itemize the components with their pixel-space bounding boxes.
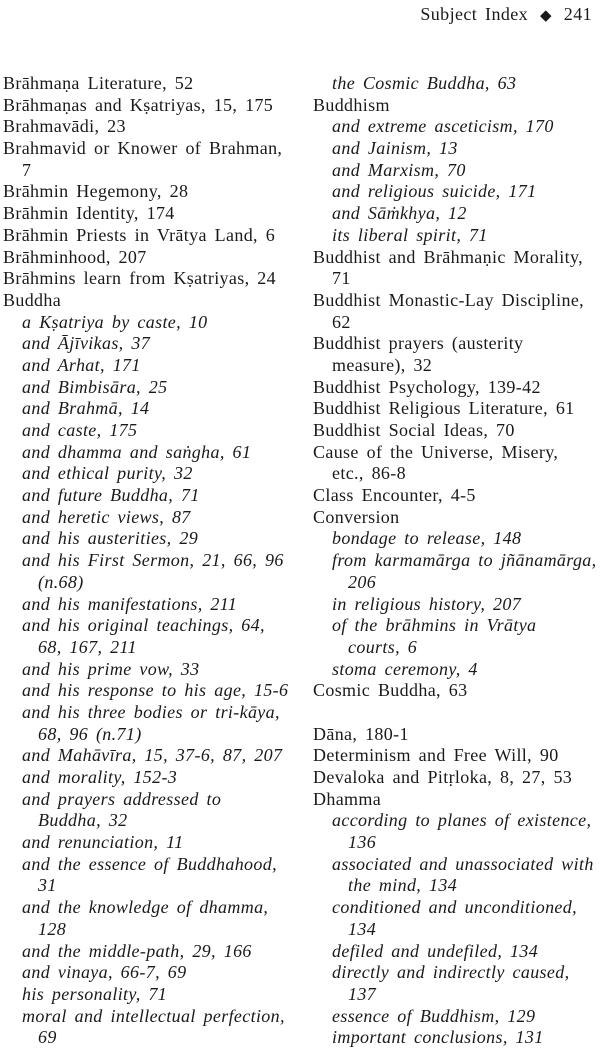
index-subentry-continuation: 68, 96 (n.71) — [38, 723, 142, 744]
index-subentry-continuation: the mind, 134 — [348, 875, 458, 896]
index-subentry: and prayers addressed to — [22, 788, 222, 809]
index-subentry: and Jainism, 13 — [332, 138, 458, 159]
index-subentry: its liberal spirit, 71 — [332, 224, 488, 245]
index-subentry: of the brāhmins in Vrātya — [332, 615, 537, 636]
index-subentry: the Cosmic Buddha, 63 — [332, 73, 517, 93]
index-subentry-continuation: 31 — [38, 875, 57, 896]
index-subentry: and the knowledge of dhamma, — [22, 897, 269, 918]
index-subentry: moral and intellectual perfection, — [22, 1005, 285, 1026]
index-subentry-continuation: 136 — [348, 832, 377, 853]
diamond-icon: ◆ — [539, 8, 552, 24]
running-header — [420, 4, 592, 25]
index-subentry: his personality, 71 — [22, 983, 168, 1004]
index-subentry: and his First Sermon, 21, 66, 96 — [22, 550, 284, 571]
index-subentry: and his prime vow, 33 — [22, 658, 200, 679]
index-column-left — [3, 73, 299, 1049]
index-subentry: and caste, 175 — [22, 420, 138, 440]
index-subentry: and renunciation, 11 — [22, 832, 184, 853]
index-subentry: essence of Buddhism, 129 — [332, 1005, 536, 1026]
index-entry: Dhamma — [313, 788, 382, 809]
index-subentry: and Mahāvīra, 15, 37-6, 87, 207 — [22, 745, 283, 766]
index-subentry-continuation: courts, 6 — [348, 636, 418, 657]
index-subentry: and Sāṁkhya, 12 — [332, 203, 467, 224]
index-subentry: and heretic views, 87 — [22, 506, 191, 527]
index-subentry-continuation: (n.68) — [38, 571, 84, 592]
index-subentry: and Ājīvikas, 37 — [22, 333, 151, 354]
index-subentry: conditioned and unconditioned, — [332, 897, 577, 918]
index-subentry: and his austerities, 29 — [22, 528, 199, 549]
index-subentry: and the middle-path, 29, 166 — [22, 940, 252, 961]
index-entry: Brāhmaṇas and Kṣatriyas, 15, 175 — [3, 94, 274, 115]
index-entry-continuation: etc., 86-8 — [332, 463, 406, 484]
index-subentry: bondage to release, 148 — [332, 528, 522, 549]
page-number: 241 — [563, 4, 592, 24]
index-subentry: and morality, 152-3 — [22, 767, 178, 787]
index-entry: Buddha — [3, 289, 62, 310]
index-entry: Buddhist Psychology, 139-42 — [313, 376, 541, 397]
index-entry: Buddhism — [313, 94, 390, 115]
index-subentry: defiled and undefiled, 134 — [332, 940, 539, 961]
index-subentry: and religious suicide, 171 — [332, 181, 537, 202]
index-entry-continuation: measure), 32 — [332, 354, 433, 375]
index-subentry: directly and indirectly caused, — [332, 962, 570, 983]
index-subentry: and Bimbisāra, 25 — [22, 376, 168, 397]
index-subentry: and his manifestations, 211 — [22, 593, 238, 614]
index-entry: Brāhminhood, 207 — [3, 246, 147, 267]
index-entry: Determinism and Free Will, 90 — [313, 745, 559, 766]
index-entry: Brāhmin Identity, 174 — [3, 203, 175, 224]
index-entry: Buddhist Religious Literature, 61 — [313, 398, 575, 419]
index-subentry: stoma ceremony, 4 — [332, 658, 478, 679]
index-subentry: important conclusions, 131 — [332, 1027, 544, 1048]
index-entry: Buddhist Social Ideas, 70 — [313, 420, 515, 440]
index-subentry-continuation: 69 — [38, 1027, 57, 1048]
index-entry: Brahmavid or Knower of Brahman, — [3, 138, 283, 159]
index-entry: Brāhmaṇa Literature, 52 — [3, 73, 194, 93]
index-subentry: and future Buddha, 71 — [22, 485, 200, 506]
index-subentry: a Kṣatriya by caste, 10 — [22, 311, 208, 332]
index-entry: Buddhist and Brāhmaṇic Morality, — [313, 246, 583, 267]
index-subentry-continuation: Buddha, 32 — [38, 810, 128, 831]
index-entry-continuation: 62 — [332, 311, 351, 332]
index-subentry: and Brahmā, 14 — [22, 398, 150, 419]
index-column-right — [313, 73, 600, 1049]
index-entry-continuation: 7 — [22, 159, 32, 180]
index-entry: Brāhmin Hegemony, 28 — [3, 181, 189, 202]
index-subentry: according to planes of existence, — [332, 810, 592, 831]
index-entry: Devaloka and Pitṛloka, 8, 27, 53 — [313, 767, 573, 787]
index-entry: Brahmavādi, 23 — [3, 116, 126, 137]
index-entry — [313, 702, 600, 724]
index-subentry: and vinaya, 66-7, 69 — [22, 962, 187, 983]
index-entry: Dāna, 180-1 — [313, 723, 409, 744]
index-subentry: and his response to his age, 15-6 — [22, 680, 289, 701]
index-entry: Cosmic Buddha, 63 — [313, 680, 468, 701]
index-entry: Buddhist prayers (austerity — [313, 333, 524, 354]
index-subentry: and Arhat, 171 — [22, 354, 141, 375]
index-subentry: and his original teachings, 64, — [22, 615, 265, 636]
index-entry-continuation: 71 — [332, 268, 351, 289]
index-entry: Cause of the Universe, Misery, — [313, 441, 559, 462]
index-subentry: associated and unassociated with — [332, 853, 594, 874]
index-subentry: and extreme asceticism, 170 — [332, 116, 554, 137]
index-entry: Buddhist Monastic-Lay Discipline, — [313, 289, 585, 310]
index-entry: Conversion — [313, 506, 400, 527]
section-title: Subject Index — [420, 4, 529, 24]
index-subentry-continuation: 128 — [38, 918, 67, 939]
index-subentry: and his three bodies or tri-kāya, — [22, 701, 280, 722]
index-subentry: and dhamma and saṅgha, 61 — [22, 441, 252, 462]
index-subentry-continuation: 68, 167, 211 — [38, 636, 137, 657]
index-entry: Brāhmin Priests in Vrātya Land, 6 — [3, 224, 276, 245]
index-subentry: in religious history, 207 — [332, 593, 522, 614]
index-subentry: and the essence of Buddhahood, — [22, 853, 277, 874]
index-entry: Brāhmins learn from Kṣatriyas, 24 — [3, 268, 276, 289]
index-entry: Class Encounter, 4-5 — [313, 485, 476, 506]
index-subentry: and ethical purity, 32 — [22, 463, 193, 484]
index-subentry: from karmamārga to jñānamārga, — [332, 550, 597, 571]
index-subentry-continuation: 134 — [348, 918, 377, 939]
index-subentry-continuation: 206 — [348, 571, 377, 592]
index-subentry-continuation: 137 — [348, 983, 377, 1004]
index-subentry: and Marxism, 70 — [332, 159, 466, 180]
